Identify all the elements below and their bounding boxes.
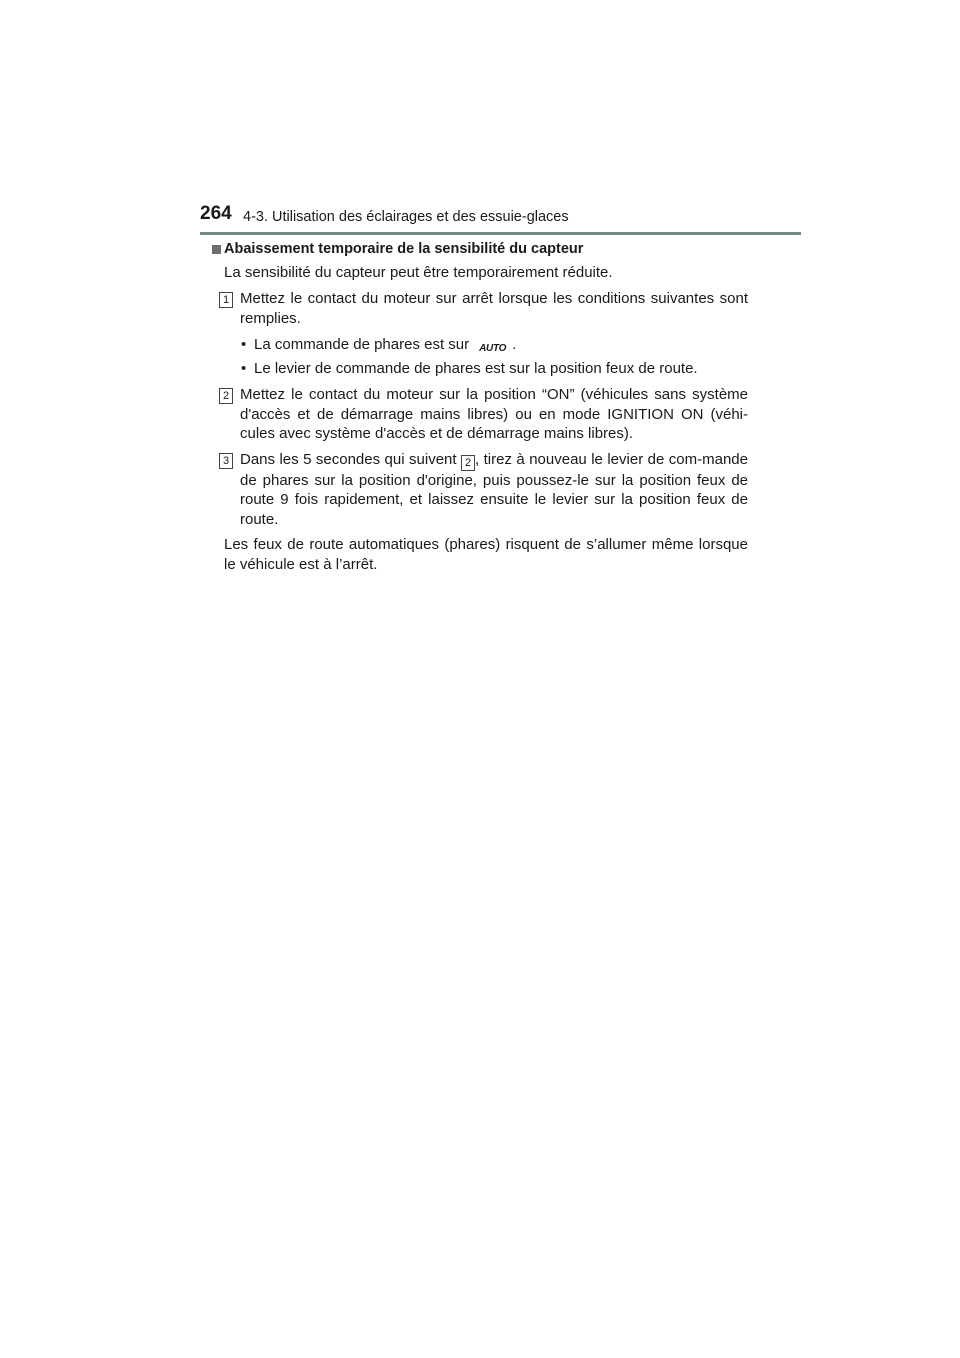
- list-item: [240, 359, 748, 379]
- step-text-continued: , tirez à nouveau le levier de com-mande de phares sur la position d'origine, puis poussez-le sur la position feux de route 9 fois rapidement, et laissez ensuite le levier sur la position feux de route.: [240, 450, 748, 528]
- closing-note: Les feux de route automatiques (phares) risquent de s’allumer même lorsque le véhicule est à l’arrêt.: [224, 536, 748, 573]
- condition-list: [212, 335, 748, 378]
- page-header: [200, 202, 800, 232]
- header-rule: [200, 232, 801, 235]
- section-heading: [212, 240, 748, 260]
- step-reference-badge: 2: [461, 455, 475, 471]
- step-number-badge: 1: [219, 292, 233, 308]
- auto-switch-icon: AUTO: [479, 343, 507, 354]
- bullet-text: La commande de phares est sur: [254, 336, 470, 353]
- square-bullet-icon: [212, 245, 221, 254]
- bullet-text: Le levier de commande de phares est sur la position feux de route.: [254, 359, 698, 377]
- bullet-dot: •: [241, 336, 247, 353]
- step-text: Mettez le contact du moteur sur arrêt lorsque les conditions suivantes sont remplies.: [240, 290, 748, 327]
- step-number-badge: 2: [219, 388, 233, 404]
- step-text: Mettez le contact du moteur sur la position “ON” (véhicules sans système d'accès et de démarrage mains libres) ou en mode IGNITION ON (véhi-cules avec système d'accès et de démarrage mains libres).: [240, 386, 748, 442]
- chapter-title: 4-3. Utilisation des éclairages et des essuie-glaces: [243, 209, 569, 225]
- step-2: [212, 385, 748, 444]
- step-number-badge: 3: [219, 453, 233, 469]
- section-content: [212, 240, 748, 574]
- bullet-text-end: .: [512, 336, 517, 353]
- step-3: [212, 450, 748, 530]
- section-heading-text: Abaissement temporaire de la sensibilité du capteur: [224, 241, 584, 257]
- list-item: [240, 335, 748, 359]
- section-intro: La sensibilité du capteur peut être temporairement réduite.: [224, 263, 613, 281]
- page-number: 264: [200, 203, 232, 224]
- step-text: Dans les 5 secondes qui suivent: [240, 450, 457, 468]
- step-1: [212, 289, 748, 328]
- bullet-dot: •: [241, 359, 247, 377]
